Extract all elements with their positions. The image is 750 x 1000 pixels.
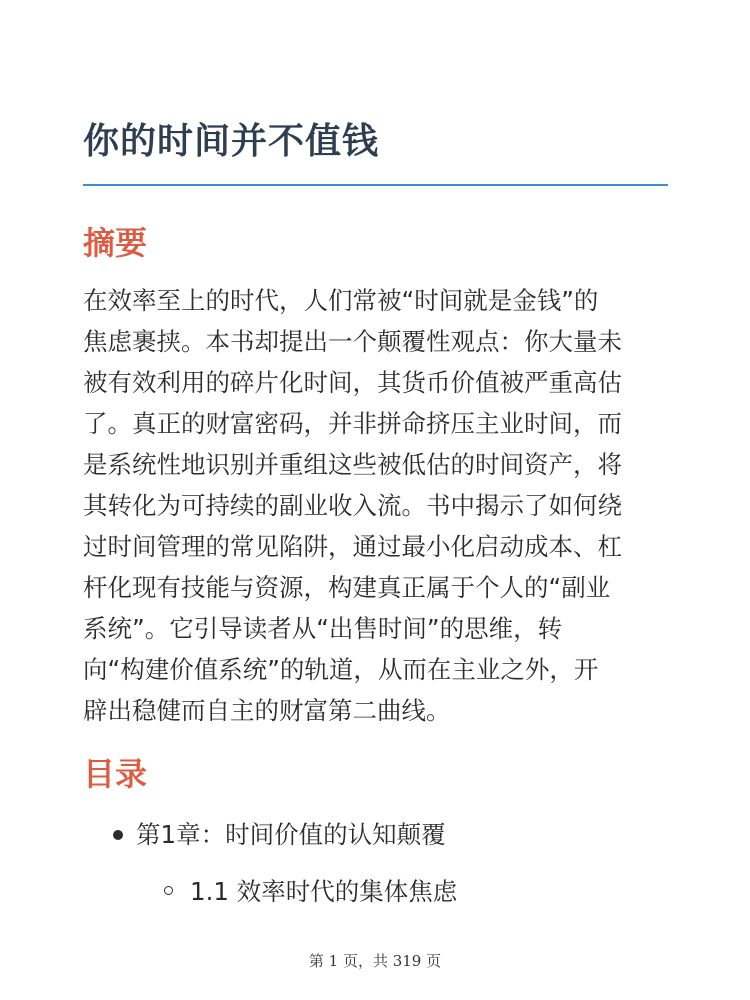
summary-heading: 摘要 (83, 224, 148, 262)
summary-line: 辟出稳健而自主的财富第二曲线。 (83, 696, 451, 725)
summary-line: 是系统性地识别并重组这些被低估的时间资产，将 (83, 450, 622, 479)
summary-line: 其转化为可持续的副业收入流。书中揭示了如何绕 (83, 491, 622, 520)
page-number-footer: 第 1 页，共 319 页 (308, 952, 442, 970)
summary-line: 系统”。它引导读者从“出售时间”的思维，转 (83, 614, 563, 643)
summary-line: 被有效利用的碎片化时间，其货币价值被严重高估 (83, 368, 622, 397)
bullet-disc-icon (113, 830, 123, 840)
summary-line: 了。真正的财富密码，并非拼命挤压主业时间，而 (83, 409, 622, 438)
summary-paragraph (83, 280, 673, 731)
summary-line: 杆化现有技能与资源，构建真正属于个人的“副业 (83, 573, 611, 602)
toc-section-item[interactable]: 1.1 效率时代的集体焦虑 (190, 877, 458, 906)
summary-line: 过时间管理的常见陷阱，通过最小化启动成本、杠 (83, 532, 622, 561)
summary-line: 在效率至上的时代，人们常被“时间就是金钱”的 (83, 286, 599, 315)
bullet-circle-icon (164, 886, 173, 895)
title-divider (83, 184, 668, 186)
document-title: 你的时间并不值钱 (83, 121, 380, 162)
summary-line: 向“构建价值系统”的轨道，从而在主业之外，开 (83, 655, 599, 684)
summary-line: 焦虑裹挟。本书却提出一个颠覆性观点：你大量未 (83, 327, 622, 356)
toc-chapter-item[interactable]: 第1章：时间价值的认知颠覆 (136, 820, 446, 849)
toc-heading: 目录 (83, 755, 148, 793)
